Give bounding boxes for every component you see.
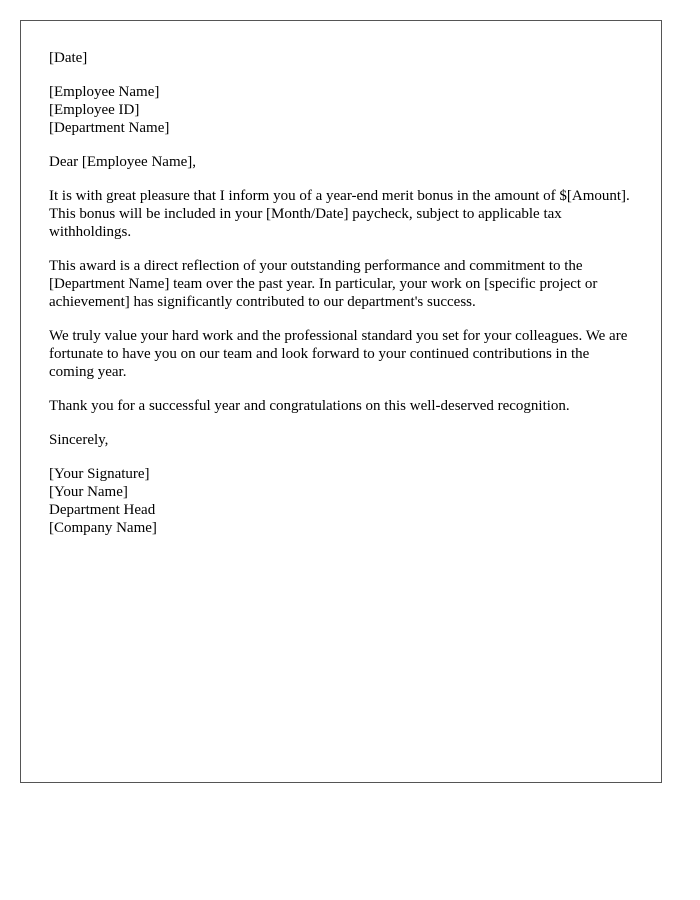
letter-date: [Date] <box>49 50 88 66</box>
body-paragraph-4: Thank you for a successful year and congratulations on this well-deserved recognition. <box>49 398 570 414</box>
recipient-id: [Employee ID] <box>49 102 140 118</box>
salutation: Dear [Employee Name], <box>49 154 197 170</box>
sender-name: [Your Name] <box>49 484 128 500</box>
body-paragraph-2: This award is a direct reflection of your outstanding performance and commitment to the [Department Name] team over the past year. In particular, your work on [specific project or achievement] has significantly contributed to our department's success. <box>49 258 598 310</box>
closing: Sincerely, <box>49 432 109 448</box>
letter-document <box>20 20 662 783</box>
signature-block <box>49 465 632 537</box>
sender-title: Department Head <box>49 502 156 518</box>
body-paragraph-3: We truly value your hard work and the professional standard you set for your colleagues. We are fortunate to have you on our team and look forward to your continued contributions in the coming year. <box>49 328 628 380</box>
company-name: [Company Name] <box>49 520 157 536</box>
recipient-block <box>49 83 632 137</box>
signature: [Your Signature] <box>49 466 150 482</box>
recipient-name: [Employee Name] <box>49 84 160 100</box>
body-paragraph-1: It is with great pleasure that I inform you of a year-end merit bonus in the amount of $[Amount]. This bonus will be included in your [Month/Date] paycheck, subject to applicable tax withholdings. <box>49 188 630 240</box>
recipient-department: [Department Name] <box>49 120 170 136</box>
